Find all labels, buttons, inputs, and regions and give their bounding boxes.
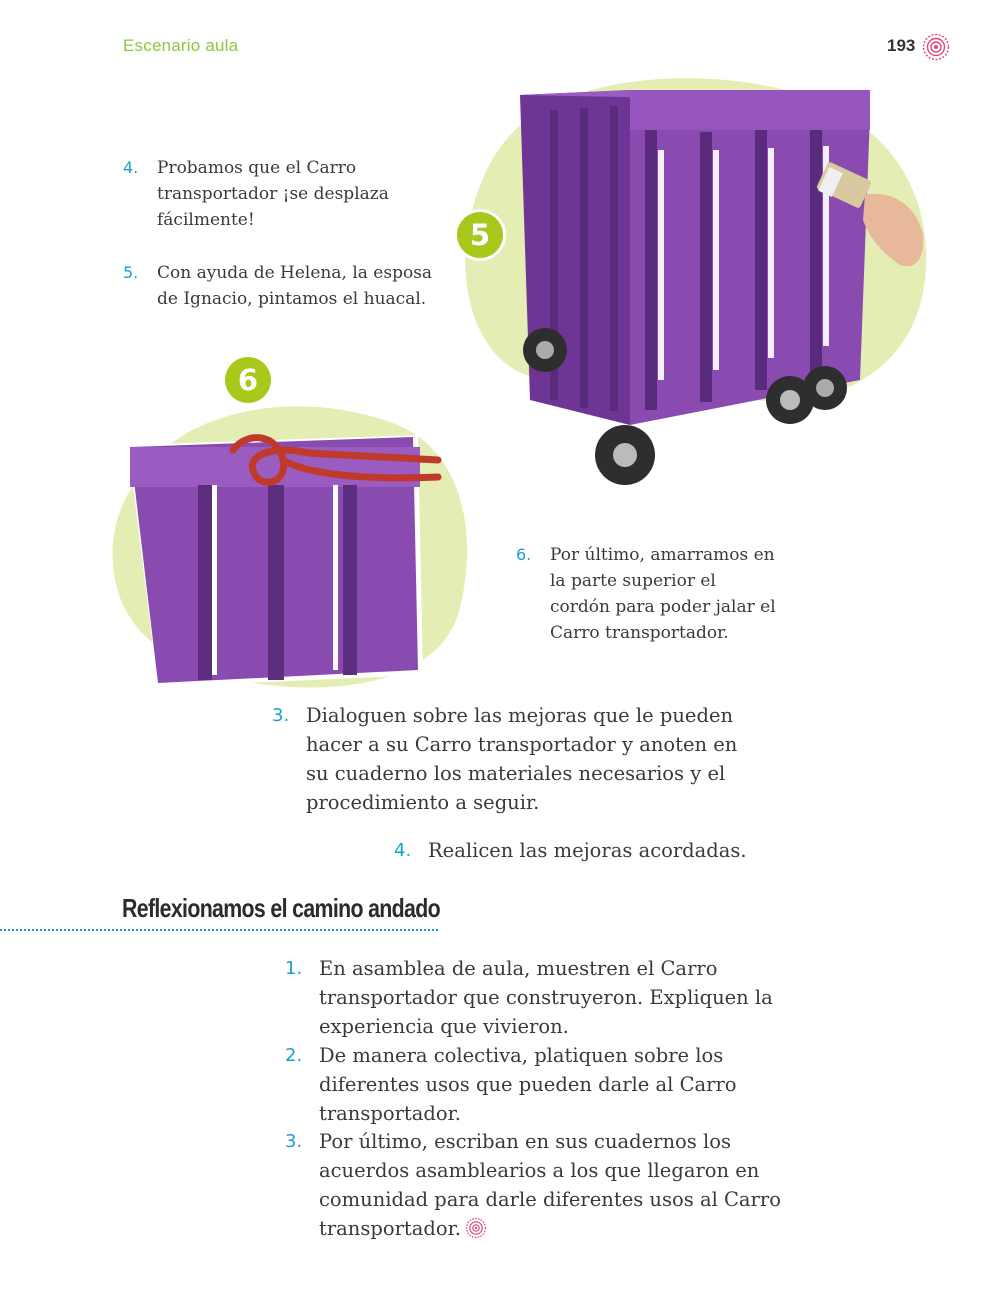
reflection-item-1: 1. En asamblea de aula, muestren el Carro transportador que construyeron. Expliquen la experiencia que vivieron. xyxy=(285,957,773,1038)
page-number: 193 xyxy=(887,36,916,55)
photo-number-badge-5: 5 xyxy=(457,212,503,258)
activity-4: 4. Realicen las mejoras acordadas. xyxy=(394,839,747,862)
section-title: Reflexionamos el camino andado xyxy=(122,893,440,923)
reflection-item-2: 2. De manera colectiva, platiquen sobre los diferentes usos que pueden darle al Carro transportador. xyxy=(285,1044,737,1125)
photo-number-badge-6: 6 xyxy=(225,357,271,403)
photo-step-5: 5. Con ayuda de Helena, la esposa de Ignacio, pintamos el huacal. xyxy=(123,263,433,309)
photo-step-4: 4. Probamos que el Carro transportador ¡se desplaza fácilmente! xyxy=(123,158,389,230)
photo-crate-painting xyxy=(455,70,935,490)
divider xyxy=(0,929,438,931)
photo-crate-rope xyxy=(108,385,478,695)
activity-3: 3. Dialoguen sobre las mejoras que le pueden hacer a su Carro transportador y anoten en su cuaderno los materiales necesarios y el procedimiento a seguir. xyxy=(272,704,738,814)
mandala-icon xyxy=(922,33,950,61)
reflection-item-3: 3. Por último, escriban en sus cuadernos los acuerdos asamblearios a los que llegaron en comunidad para darle diferentes usos al Carro transportador. xyxy=(285,1130,781,1240)
mandala-icon xyxy=(465,1217,487,1239)
section-header: Escenario aula xyxy=(123,36,239,55)
photo-step-6: 6. Por último, amarramos en la parte superior el cordón para poder jalar el Carro transportador. xyxy=(516,545,776,643)
